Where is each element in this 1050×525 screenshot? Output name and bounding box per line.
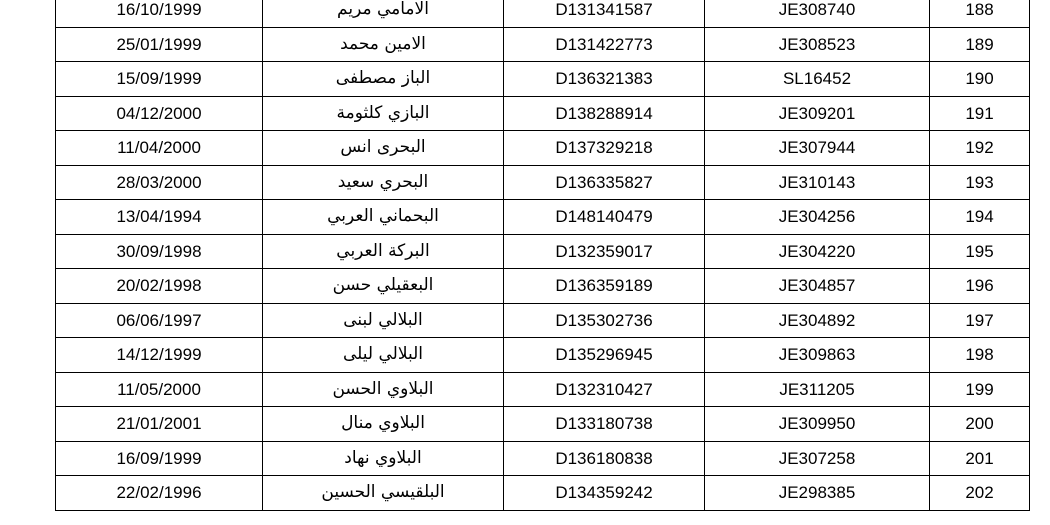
student-id-cell: D136321383 [504,62,705,97]
row-number-cell: 196 [930,269,1030,304]
student-id-cell: D132359017 [504,234,705,269]
birth-date-cell: 21/01/2001 [56,407,263,442]
code-cell: SL16452 [705,62,930,97]
student-id-cell: D131422773 [504,27,705,62]
student-id-cell: D148140479 [504,200,705,235]
table-row [56,200,1030,235]
table-row [56,0,1030,27]
row-number-cell: 193 [930,165,1030,200]
birth-date-cell: 14/12/1999 [56,338,263,373]
code-cell: JE309201 [705,96,930,131]
table-row [56,96,1030,131]
code-cell: JE311205 [705,372,930,407]
code-cell: JE304892 [705,303,930,338]
table-row [56,476,1030,511]
full-name-cell: البحري سعيد [263,165,504,200]
row-number-cell: 195 [930,234,1030,269]
birth-date-cell: 16/09/1999 [56,441,263,476]
table-row [56,131,1030,166]
full-name-cell: البلقيسي الحسين [263,476,504,511]
row-number-cell: 200 [930,407,1030,442]
row-number-cell: 189 [930,27,1030,62]
full-name-cell: البلاوي منال [263,407,504,442]
table-row [56,303,1030,338]
birth-date-cell: 25/01/1999 [56,27,263,62]
table-row [56,441,1030,476]
birth-date-cell: 28/03/2000 [56,165,263,200]
full-name-cell: البلالي ليلى [263,338,504,373]
table-row [56,27,1030,62]
student-id-cell: D136180838 [504,441,705,476]
code-cell: JE310143 [705,165,930,200]
data-table [55,0,1030,511]
student-id-cell: D136359189 [504,269,705,304]
code-cell: JE307258 [705,441,930,476]
birth-date-cell: 15/09/1999 [56,62,263,97]
code-cell: JE298385 [705,476,930,511]
code-cell: JE309950 [705,407,930,442]
full-name-cell: البلالي لبنى [263,303,504,338]
student-id-cell: D133180738 [504,407,705,442]
birth-date-cell: 13/04/1994 [56,200,263,235]
table-body [56,0,1030,510]
table-row [56,165,1030,200]
birth-date-cell: 04/12/2000 [56,96,263,131]
student-id-cell: D134359242 [504,476,705,511]
code-cell: JE309863 [705,338,930,373]
row-number-cell: 192 [930,131,1030,166]
row-number-cell: 194 [930,200,1030,235]
row-number-cell: 198 [930,338,1030,373]
row-number-cell: 188 [930,0,1030,27]
code-cell: JE304220 [705,234,930,269]
row-number-cell: 197 [930,303,1030,338]
full-name-cell: الامامي مريم [263,0,504,27]
student-id-cell: D136335827 [504,165,705,200]
row-number-cell: 202 [930,476,1030,511]
document-page [55,0,1024,511]
row-number-cell: 191 [930,96,1030,131]
code-cell: JE308740 [705,0,930,27]
student-id-cell: D132310427 [504,372,705,407]
row-number-cell: 190 [930,62,1030,97]
code-cell: JE304256 [705,200,930,235]
birth-date-cell: 16/10/1999 [56,0,263,27]
student-id-cell: D138288914 [504,96,705,131]
student-id-cell: D135296945 [504,338,705,373]
full-name-cell: الباز مصطفى [263,62,504,97]
row-number-cell: 201 [930,441,1030,476]
birth-date-cell: 30/09/1998 [56,234,263,269]
table-row [56,62,1030,97]
full-name-cell: البركة العربي [263,234,504,269]
birth-date-cell: 06/06/1997 [56,303,263,338]
table-row [56,269,1030,304]
row-number-cell: 199 [930,372,1030,407]
table-row [56,372,1030,407]
full-name-cell: الامين محمد [263,27,504,62]
student-id-cell: D131341587 [504,0,705,27]
full-name-cell: البلاوي نهاد [263,441,504,476]
table-row [56,338,1030,373]
full-name-cell: البلاوي الحسن [263,372,504,407]
code-cell: JE308523 [705,27,930,62]
student-id-cell: D135302736 [504,303,705,338]
code-cell: JE304857 [705,269,930,304]
full-name-cell: البحماني العربي [263,200,504,235]
full-name-cell: البازي كلثومة [263,96,504,131]
birth-date-cell: 22/02/1996 [56,476,263,511]
code-cell: JE307944 [705,131,930,166]
birth-date-cell: 11/04/2000 [56,131,263,166]
full-name-cell: البعقيلي حسن [263,269,504,304]
student-id-cell: D137329218 [504,131,705,166]
table-row [56,407,1030,442]
birth-date-cell: 11/05/2000 [56,372,263,407]
full-name-cell: البحرى انس [263,131,504,166]
table-row [56,234,1030,269]
birth-date-cell: 20/02/1998 [56,269,263,304]
